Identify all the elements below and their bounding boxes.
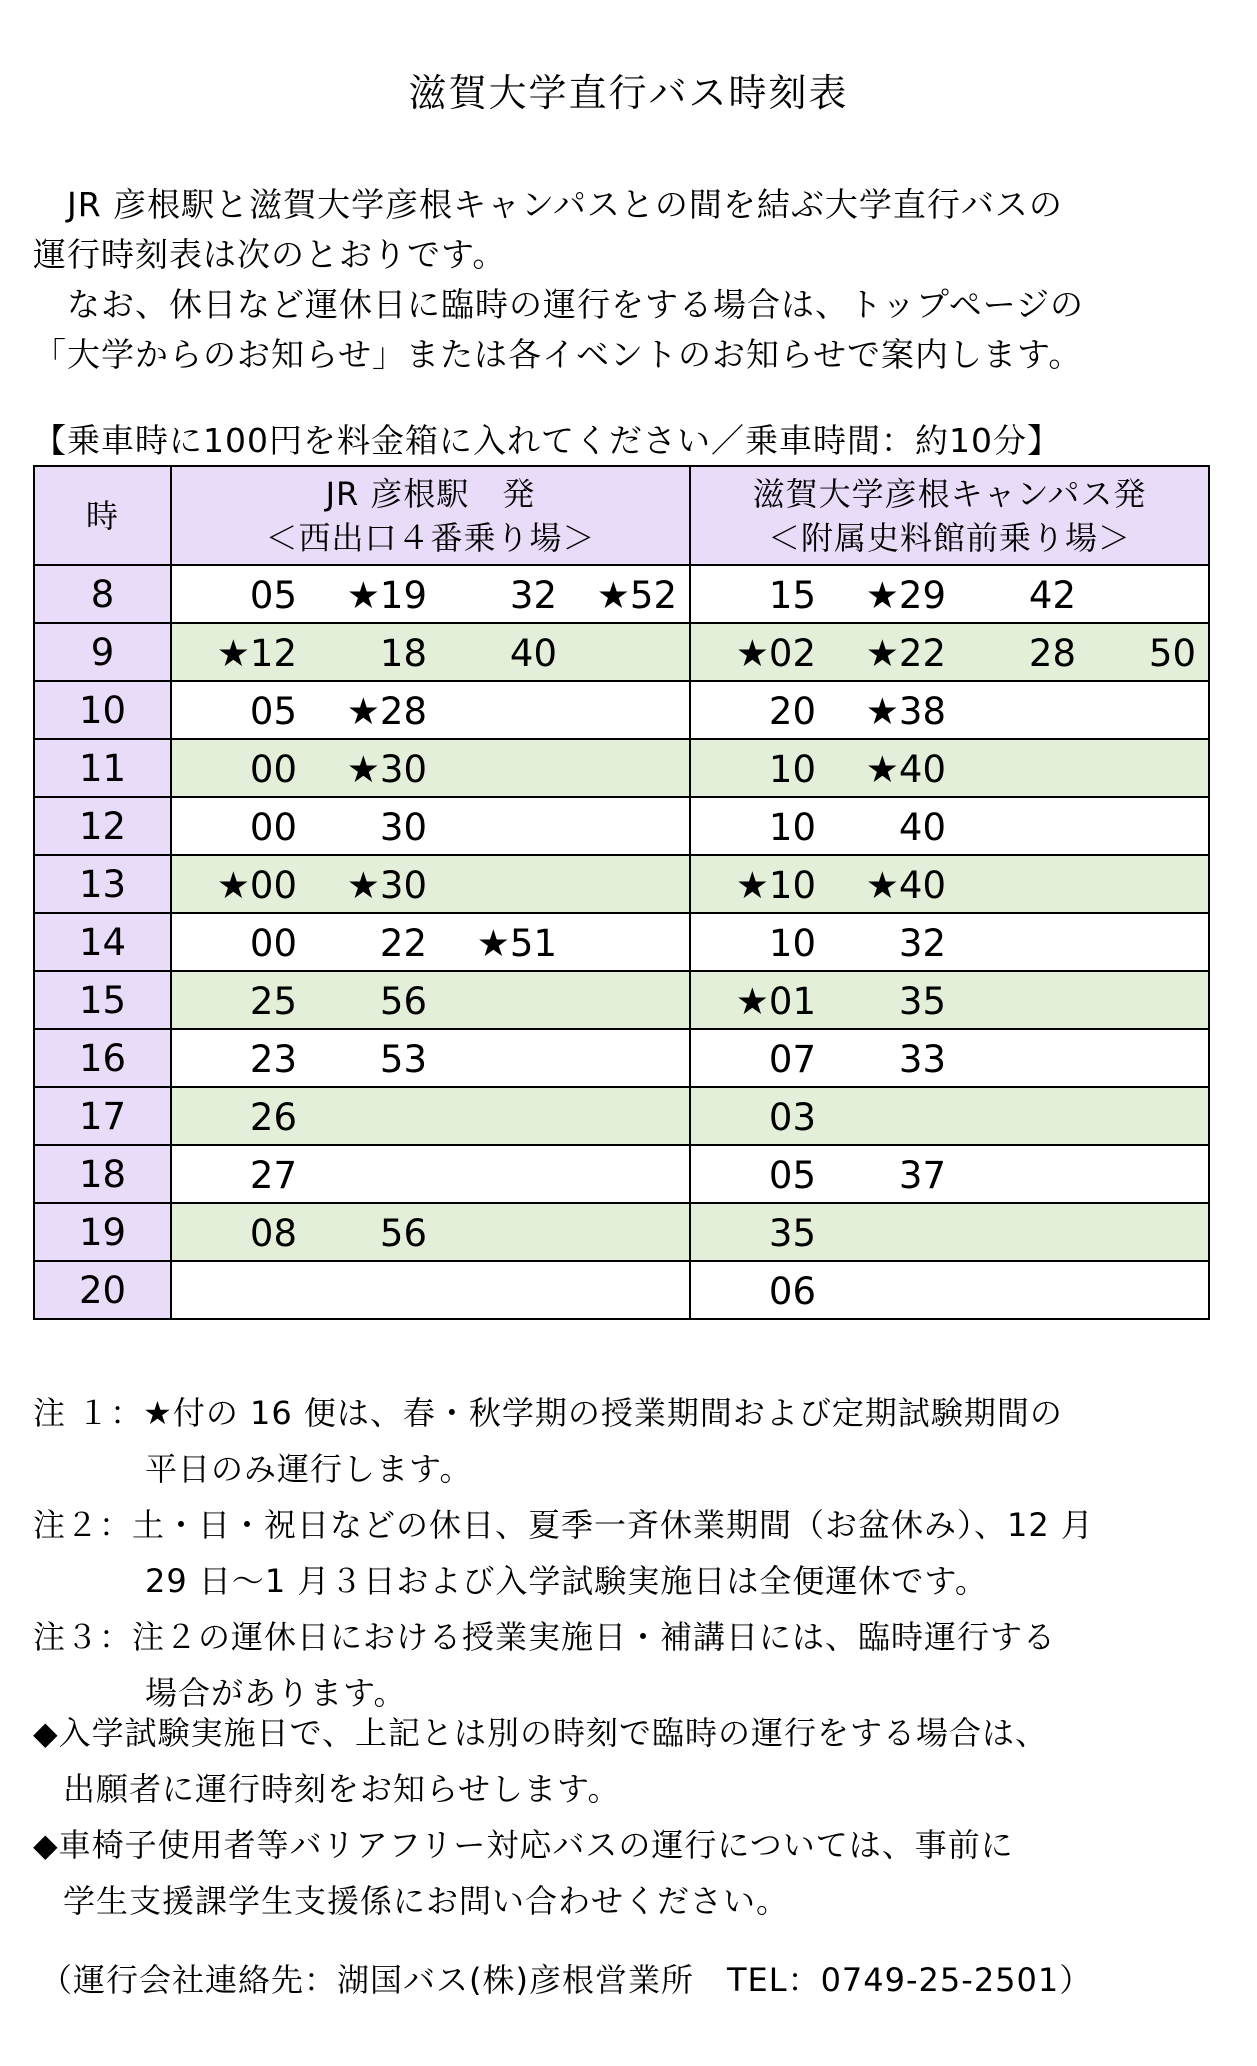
departure-time: ★12: [216, 632, 297, 675]
table-row: [34, 1203, 1209, 1261]
departure-time: 53: [379, 1038, 427, 1081]
departure-time: 05: [768, 1154, 816, 1197]
departure-time: ★30: [346, 864, 427, 907]
notes: [33, 1385, 1233, 1721]
table-row: [34, 971, 1209, 1029]
table-row: [34, 681, 1209, 739]
departure-time: ★40: [865, 864, 946, 907]
note-3: 注３：注２の運休日における授業実施日・補講日には、臨時運行する: [33, 1618, 1057, 1656]
departure-time: 40: [509, 632, 557, 675]
departure-time: ★22: [865, 632, 946, 675]
header-jr-stop: ＜西出口４番乗り場＞: [265, 518, 596, 557]
hour-cell: 10: [34, 681, 171, 739]
hour-cell: 19: [34, 1203, 171, 1261]
departure-time: 00: [249, 748, 297, 791]
table-row: [34, 1145, 1209, 1203]
intro-line: 運行時刻表は次のとおりです。: [33, 235, 507, 274]
departure-time: ★00: [216, 864, 297, 907]
hour-cell: 12: [34, 797, 171, 855]
info-section: [33, 1705, 1233, 1929]
intro-line: なお、休日など運休日に臨時の運行をする場合は、トップページの: [33, 285, 1085, 324]
departure-time: 40: [898, 806, 946, 849]
jr-departures-cell: [171, 623, 690, 681]
departure-time: ★51: [476, 922, 557, 965]
departure-time: ★52: [596, 574, 677, 617]
departure-time: 30: [379, 806, 427, 849]
jr-departures-cell: [171, 739, 690, 797]
departure-time: ★02: [735, 632, 816, 675]
note-1-cont: 平日のみ運行します。: [145, 1450, 473, 1488]
departure-time: 32: [509, 574, 557, 617]
note-3-cont: 場合があります。: [145, 1674, 407, 1712]
hour-cell: 14: [34, 913, 171, 971]
univ-departures-cell: [690, 797, 1209, 855]
jr-departures-cell: [171, 855, 690, 913]
departure-time: 32: [898, 922, 946, 965]
note-1: 注 １：★付の 16 便は、春・秋学期の授業期間および定期試験期間の: [33, 1394, 1063, 1432]
jr-departures-cell: [171, 1029, 690, 1087]
departure-time: ★01: [735, 980, 816, 1023]
table-row: [34, 1087, 1209, 1145]
departure-time: 27: [249, 1154, 297, 1197]
univ-departures-cell: [690, 971, 1209, 1029]
departure-time: ★19: [346, 574, 427, 617]
hour-cell: 8: [34, 565, 171, 623]
univ-departures-cell: [690, 623, 1209, 681]
univ-departures-cell: [690, 1145, 1209, 1203]
jr-departures-cell: [171, 1087, 690, 1145]
departure-time: 37: [898, 1154, 946, 1197]
hour-cell: 13: [34, 855, 171, 913]
header-univ-stop: ＜附属史料館前乗り場＞: [767, 518, 1131, 557]
univ-departures-cell: [690, 913, 1209, 971]
jr-departures-cell: [171, 681, 690, 739]
departure-time: 00: [249, 922, 297, 965]
fare-note: 【乗車時に100円を料金箱に入れてください／乗車時間：約10分】: [33, 421, 1061, 460]
hour-cell: 20: [34, 1261, 171, 1319]
table-row: [34, 1261, 1209, 1319]
jr-departures-cell: [171, 913, 690, 971]
departure-time: 20: [768, 690, 816, 733]
jr-departures-cell: [171, 565, 690, 623]
info-item-2: ◆車椅子使用者等バリアフリー対応バスの運行については、事前に: [33, 1826, 1014, 1864]
hour-cell: 16: [34, 1029, 171, 1087]
univ-departures-cell: [690, 855, 1209, 913]
departure-time: 03: [768, 1096, 816, 1139]
departure-time: ★10: [735, 864, 816, 907]
departure-time: 23: [249, 1038, 297, 1081]
note-2: 注２：土・日・祝日などの休日、夏季一斉休業期間（お盆休み）、12 月: [33, 1506, 1094, 1544]
univ-departures-cell: [690, 1261, 1209, 1319]
header-jr-title: JR 彦根駅 発: [325, 474, 536, 513]
departure-time: 28: [1028, 632, 1076, 675]
departure-time: 42: [1028, 574, 1076, 617]
intro-line: JR 彦根駅と滋賀大学彦根キャンパスとの間を結ぶ大学直行バスの: [33, 185, 1063, 224]
hour-cell: 15: [34, 971, 171, 1029]
departure-time: 10: [768, 748, 816, 791]
departure-time: 26: [249, 1096, 297, 1139]
departure-time: 00: [249, 806, 297, 849]
table-row: [34, 1029, 1209, 1087]
table-row: [34, 855, 1209, 913]
hour-cell: 9: [34, 623, 171, 681]
note-2-cont: 29 日～1 月３日および入学試験実施日は全便運休です。: [145, 1562, 988, 1600]
departure-time: 33: [898, 1038, 946, 1081]
departure-time: 50: [1148, 632, 1196, 675]
departure-time: ★38: [865, 690, 946, 733]
univ-departures-cell: [690, 565, 1209, 623]
departure-time: 07: [768, 1038, 816, 1081]
departure-time: 35: [898, 980, 946, 1023]
departure-time: 05: [249, 574, 297, 617]
contact-info: （運行会社連絡先：湖国バス(株)彦根営業所 TEL：0749-25-2501）: [40, 1961, 1093, 1999]
departure-time: 08: [249, 1212, 297, 1255]
jr-departures-cell: [171, 1145, 690, 1203]
departure-time: ★40: [865, 748, 946, 791]
departure-time: 06: [768, 1270, 816, 1313]
departure-time: 56: [379, 1212, 427, 1255]
departure-time: ★29: [865, 574, 946, 617]
intro-line: 「大学からのお知らせ」または各イベントのお知らせで案内します。: [33, 335, 1083, 374]
hour-cell: 18: [34, 1145, 171, 1203]
table-row: [34, 565, 1209, 623]
departure-time: 15: [768, 574, 816, 617]
table-row: [34, 623, 1209, 681]
departure-time: 10: [768, 922, 816, 965]
departure-time: 05: [249, 690, 297, 733]
univ-departures-cell: [690, 1203, 1209, 1261]
table-row: [34, 913, 1209, 971]
univ-departures-cell: [690, 681, 1209, 739]
intro-text: [33, 180, 1233, 380]
timetable-header: [34, 466, 1209, 565]
departure-time: 10: [768, 806, 816, 849]
table-row: [34, 739, 1209, 797]
departure-time: 22: [379, 922, 427, 965]
departure-time: ★30: [346, 748, 427, 791]
jr-departures-cell: [171, 797, 690, 855]
info-item-2-cont: 学生支援課学生支援係にお問い合わせください。: [63, 1882, 790, 1920]
jr-departures-cell: [171, 1203, 690, 1261]
departure-time: 56: [379, 980, 427, 1023]
header-univ-title: 滋賀大学彦根キャンパス発: [752, 474, 1147, 513]
departure-time: 25: [249, 980, 297, 1023]
header-jr-station: [171, 466, 690, 565]
univ-departures-cell: [690, 1087, 1209, 1145]
departure-time: 35: [768, 1212, 816, 1255]
hour-cell: 17: [34, 1087, 171, 1145]
univ-departures-cell: [690, 1029, 1209, 1087]
table-row: [34, 797, 1209, 855]
info-item-1: ◆入学試験実施日で、上記とは別の時刻で臨時の運行をする場合は、: [33, 1714, 1048, 1752]
jr-departures-cell: [171, 971, 690, 1029]
univ-departures-cell: [690, 739, 1209, 797]
header-university: [690, 466, 1209, 565]
info-item-1-cont: 出願者に運行時刻をお知らせします。: [63, 1770, 621, 1808]
departure-time: ★28: [346, 690, 427, 733]
jr-departures-cell: [171, 1261, 690, 1319]
departure-time: 18: [379, 632, 427, 675]
page-title: 滋賀大学直行バス時刻表: [408, 71, 849, 115]
bus-timetable: [33, 465, 1210, 1320]
header-hour: 時: [34, 466, 171, 565]
hour-cell: 11: [34, 739, 171, 797]
